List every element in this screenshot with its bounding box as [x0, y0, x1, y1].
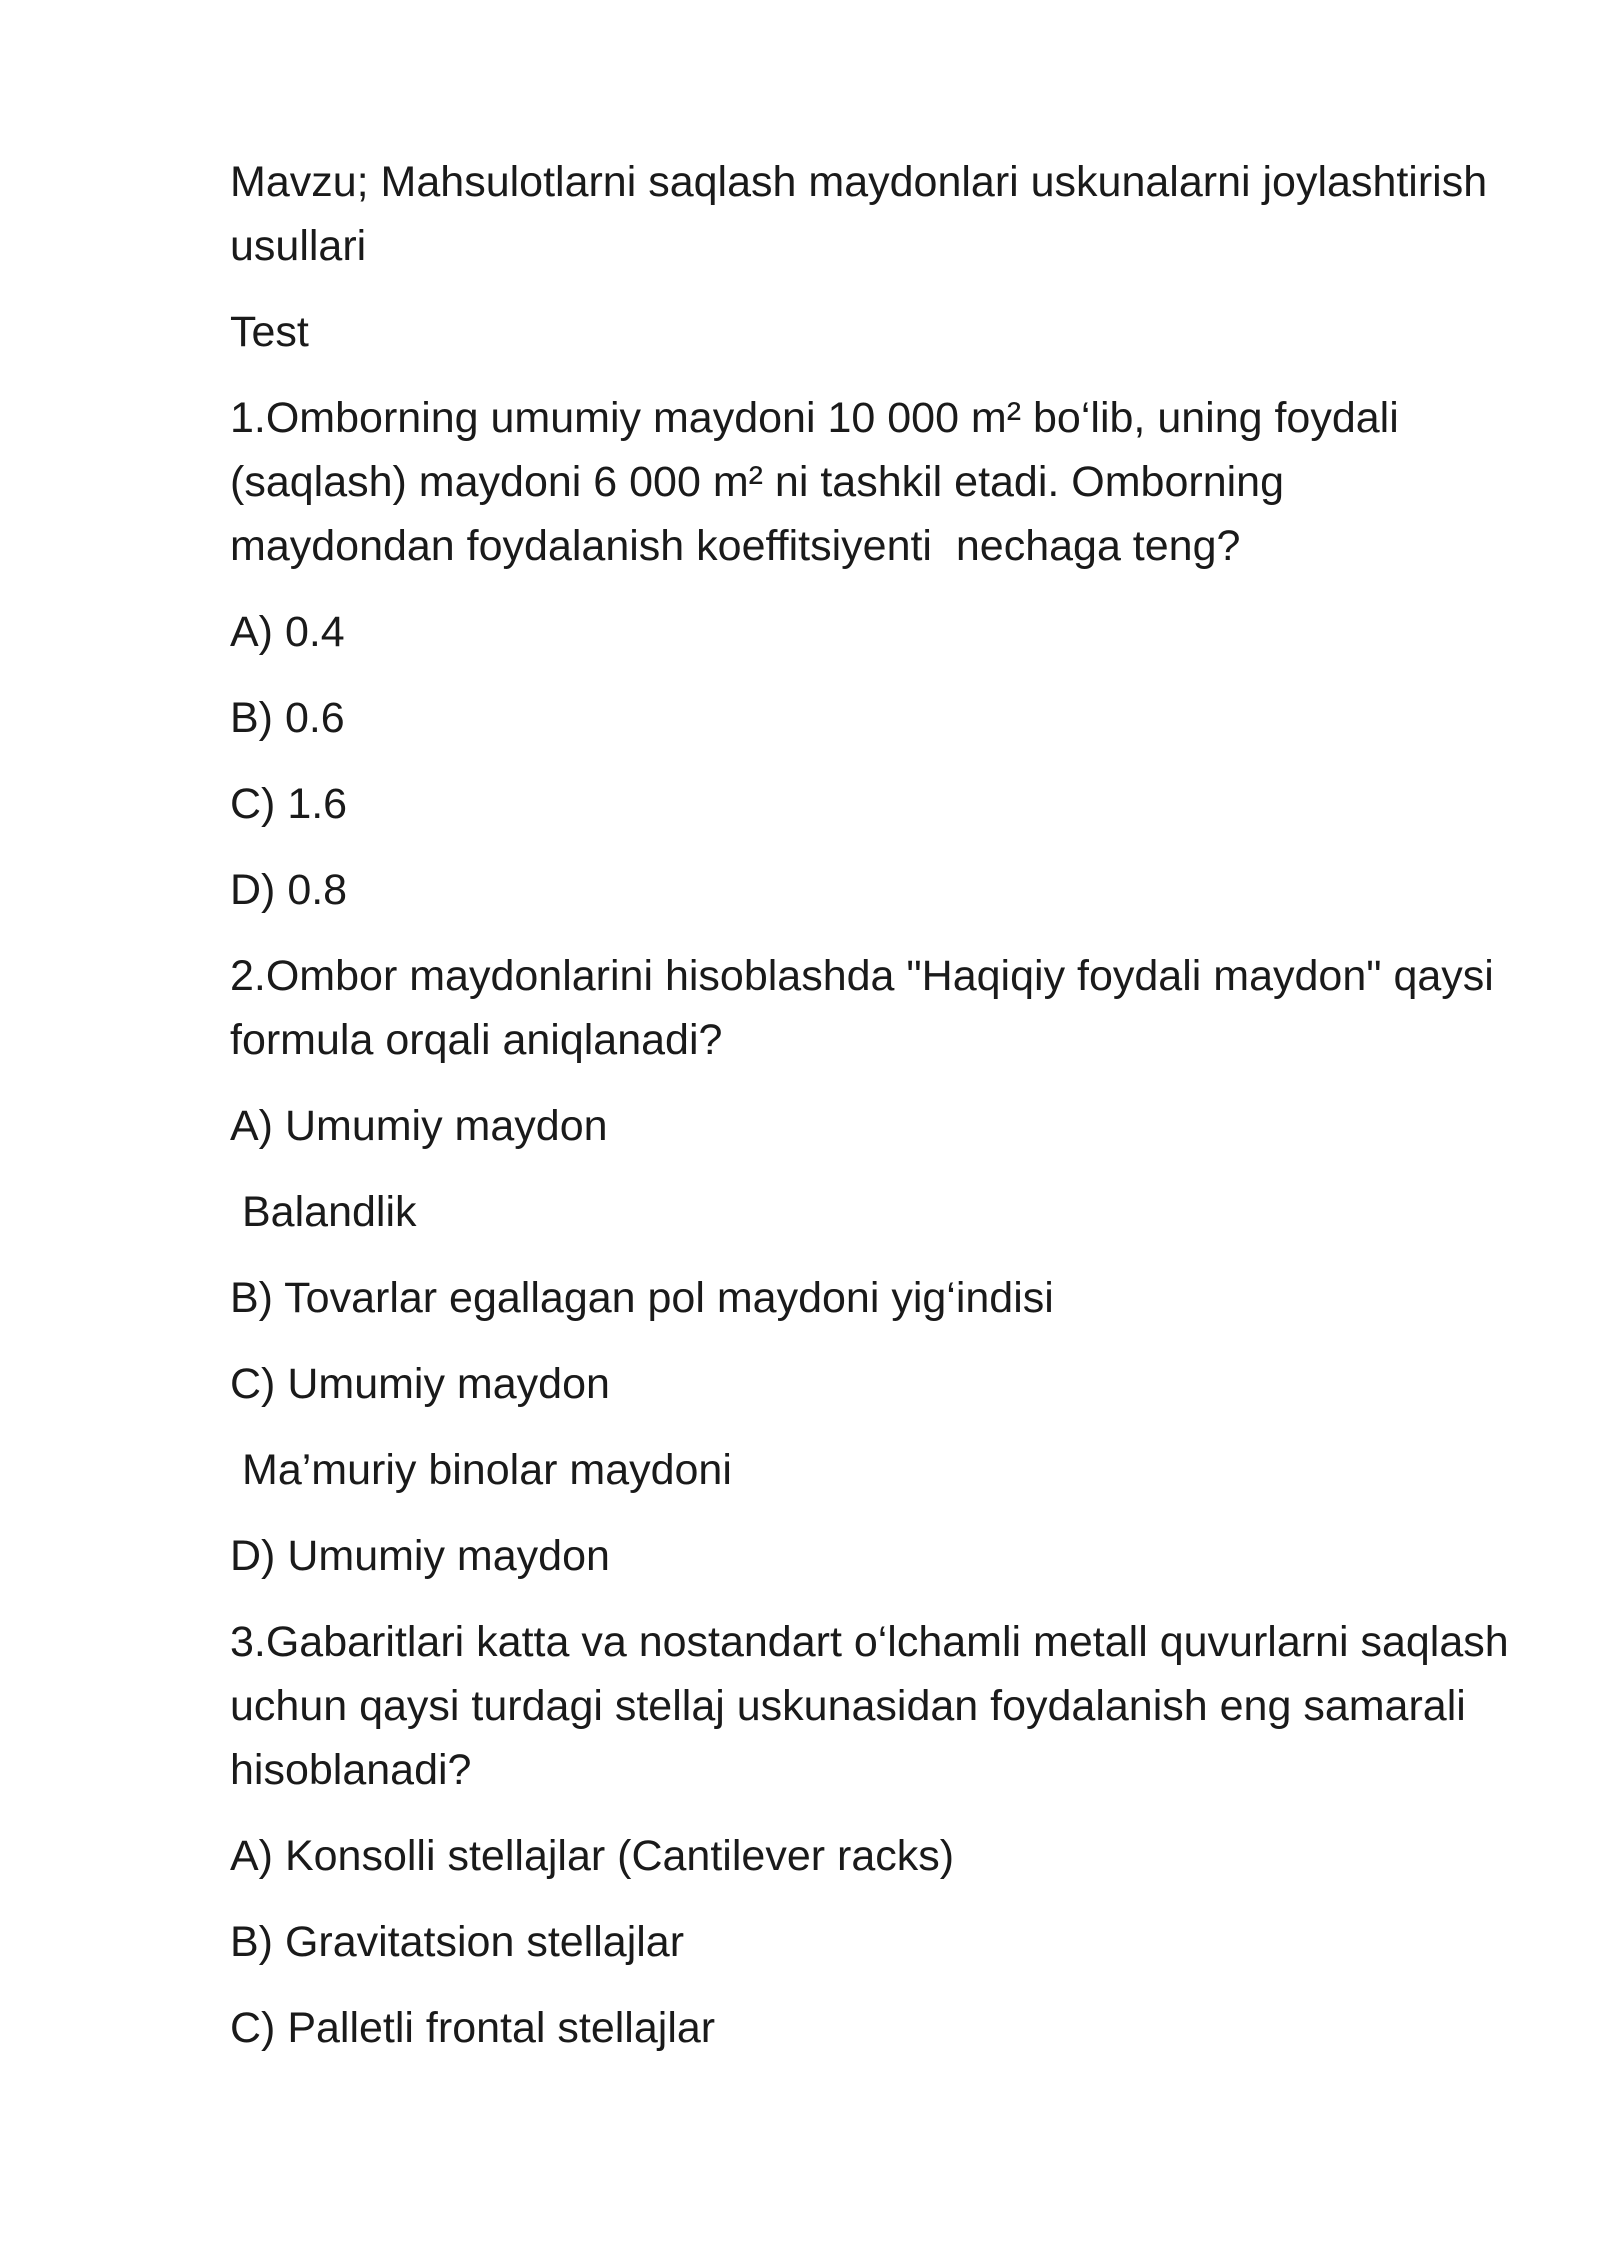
question-1-option-c: C) 1.6 — [230, 780, 348, 828]
question-1-option-d: D) 0.8 — [230, 866, 348, 914]
question-1-text: 1.Omborning umumiy maydoni 10 000 m² bo‘lib, uning foydali (saqlash) maydoni 6 000 m² ni tashkil etadi. Omborning maydondan foydalanish koeffitsiyenti nechaga teng? — [230, 394, 1411, 570]
question-3-option-a: A) Konsolli stellajlar (Cantilever racks) — [230, 1832, 955, 1880]
question-2-option-c-sub: Ma’muriy binolar maydoni — [242, 1446, 732, 1494]
question-2-option-b: B) Tovarlar egallagan pol maydoni yig‘indisi — [230, 1274, 1054, 1322]
question-3-option-b: B) Gravitatsion stellajlar — [230, 1918, 685, 1966]
question-1-option-b: B) 0.6 — [230, 694, 345, 742]
question-3-option-c: C) Palletli frontal stellajlar — [230, 2004, 716, 2052]
section-label: Test — [230, 308, 309, 356]
question-2-text: 2.Ombor maydonlarini hisoblashda "Haqiqiy foydali maydon" qaysi formula orqali aniqlanadi? — [230, 952, 1506, 1064]
question-2-option-d: D) Umumiy maydon — [230, 1532, 610, 1580]
document-content — [230, 150, 1520, 2082]
question-3-text: 3.Gabaritlari katta va nostandart o‘lchamli metall quvurlarni saqlash uchun qaysi turdagi stellaj uskunasidan foydalanish eng samarali hisoblanadi? — [230, 1618, 1521, 1794]
topic-line: Mavzu; Mahsulotlarni saqlash maydonlari uskunalarni joylashtirish usullari — [230, 158, 1500, 270]
question-2-option-a: A) Umumiy maydon — [230, 1102, 608, 1150]
question-2-option-c: C) Umumiy maydon — [230, 1360, 610, 1408]
question-1-option-a: A) 0.4 — [230, 608, 345, 656]
question-2-option-a-sub: Balandlik — [242, 1188, 417, 1236]
